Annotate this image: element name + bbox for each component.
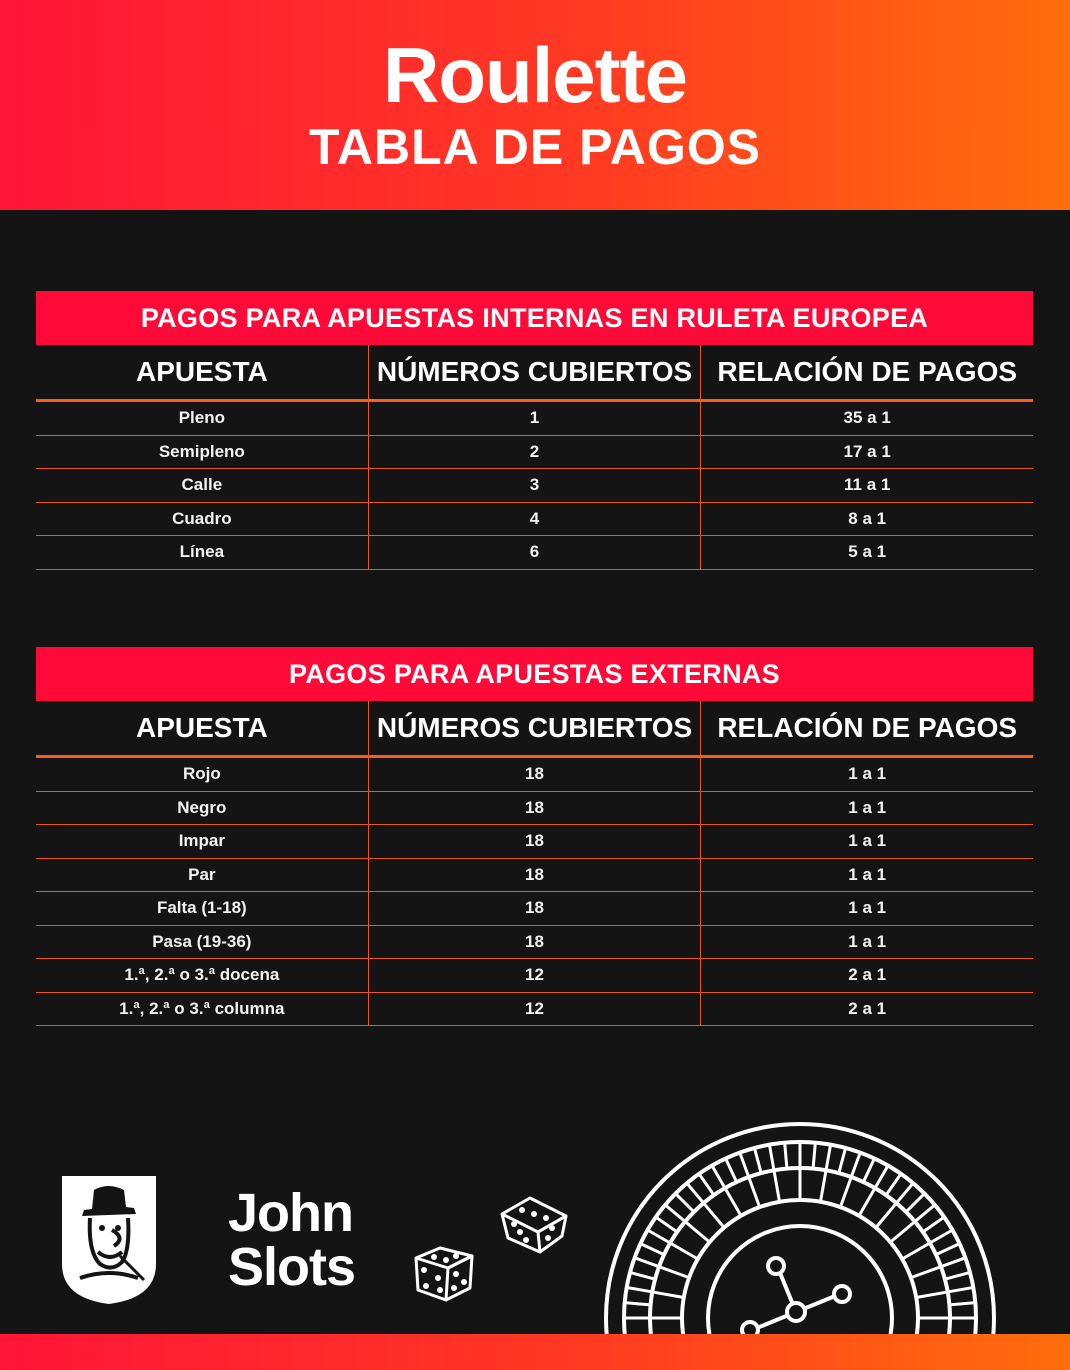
bet-cell: 1.ª, 2.ª o 3.ª columna	[119, 998, 285, 1018]
page-header	[0, 0, 1070, 210]
bet-cell: Par	[188, 864, 216, 884]
payout-cell: 35 a 1	[700, 402, 1033, 435]
table-header-row	[36, 345, 1033, 402]
numbers-cell: 4	[368, 503, 701, 536]
bet-cell: Pleno	[178, 408, 225, 428]
column-header-payout: RELACIÓN DE PAGOS	[700, 345, 1033, 399]
numbers-cell: 18	[368, 825, 701, 858]
inside-bets-table	[36, 291, 1033, 570]
payout-cell: 5 a 1	[700, 536, 1033, 569]
johnslots-mascot-icon	[60, 1172, 158, 1306]
logo-text-line1: John	[228, 1183, 353, 1243]
bet-cell: Rojo	[182, 764, 221, 784]
table-row	[36, 758, 1033, 792]
logo-text-line2: Slots	[228, 1237, 356, 1297]
bet-cell: Línea	[179, 542, 225, 562]
bet-cell: Falta (1-18)	[156, 898, 247, 918]
numbers-cell: 18	[368, 859, 701, 892]
numbers-cell: 3	[368, 469, 701, 502]
footer-bar	[0, 1334, 1070, 1370]
payout-cell: 1 a 1	[700, 892, 1033, 925]
table-row	[36, 926, 1033, 960]
numbers-cell: 18	[368, 892, 701, 925]
table-row	[36, 993, 1033, 1027]
payout-cell: 8 a 1	[700, 503, 1033, 536]
payout-cell: 1 a 1	[700, 758, 1033, 791]
dice-icon	[410, 1238, 478, 1306]
numbers-cell: 12	[368, 993, 701, 1026]
column-header-bet: APUESTA	[135, 356, 268, 387]
bet-cell: Cuadro	[172, 508, 232, 528]
bet-cell: Negro	[177, 797, 227, 817]
table-row	[36, 402, 1033, 436]
bet-cell: Calle	[181, 475, 223, 495]
table-header-row	[36, 701, 1033, 758]
table-title: PAGOS PARA APUESTAS EXTERNAS	[36, 647, 1033, 701]
bet-cell: Pasa (19-36)	[152, 931, 252, 951]
payout-cell: 2 a 1	[700, 993, 1033, 1026]
page-title: Roulette	[383, 31, 687, 119]
bet-cell: Impar	[178, 831, 225, 851]
table-row	[36, 503, 1033, 537]
table-row	[36, 792, 1033, 826]
numbers-cell: 12	[368, 959, 701, 992]
bet-cell: 1.ª, 2.ª o 3.ª docena	[124, 965, 280, 985]
table-row	[36, 469, 1033, 503]
table-row	[36, 892, 1033, 926]
numbers-cell: 18	[368, 792, 701, 825]
payout-cell: 11 a 1	[700, 469, 1033, 502]
payout-cell: 2 a 1	[700, 959, 1033, 992]
dice-icon	[496, 1192, 572, 1256]
johnslots-logo	[60, 1172, 356, 1311]
payout-cell: 1 a 1	[700, 825, 1033, 858]
column-header-bet: APUESTA	[135, 712, 268, 743]
table-row	[36, 436, 1033, 470]
column-header-payout: RELACIÓN DE PAGOS	[700, 701, 1033, 755]
numbers-cell: 18	[368, 758, 701, 791]
table-row	[36, 959, 1033, 993]
payout-cell: 1 a 1	[700, 926, 1033, 959]
column-header-numbers: NÚMEROS CUBIERTOS	[368, 345, 701, 399]
roulette-wheel-icon	[600, 1118, 1000, 1334]
bet-cell: Semipleno	[158, 441, 245, 461]
column-header-numbers: NÚMEROS CUBIERTOS	[368, 701, 701, 755]
table-row	[36, 825, 1033, 859]
table-title: PAGOS PARA APUESTAS INTERNAS EN RULETA EUROPEA	[36, 291, 1033, 345]
page-subtitle: TABLA DE PAGOS	[309, 119, 761, 175]
outside-bets-table	[36, 647, 1033, 1026]
payout-cell: 17 a 1	[700, 436, 1033, 469]
payout-cell: 1 a 1	[700, 792, 1033, 825]
table-row	[36, 536, 1033, 570]
table-row	[36, 859, 1033, 893]
numbers-cell: 6	[368, 536, 701, 569]
numbers-cell: 18	[368, 926, 701, 959]
numbers-cell: 1	[368, 402, 701, 435]
numbers-cell: 2	[368, 436, 701, 469]
payout-cell: 1 a 1	[700, 859, 1033, 892]
